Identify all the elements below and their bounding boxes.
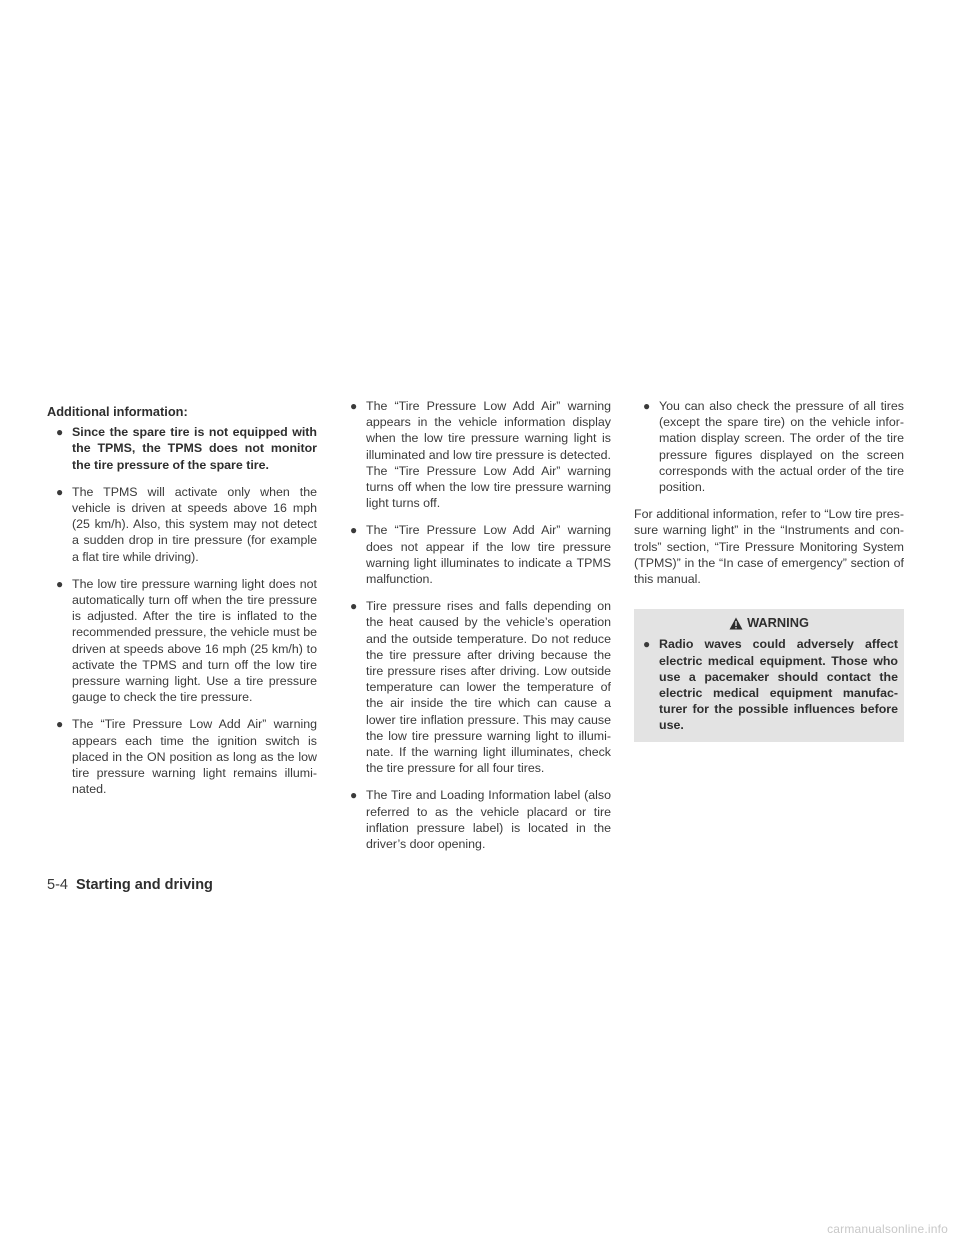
page-number: 5-4 [47, 877, 68, 893]
warning-title-text: WARNING [747, 615, 809, 631]
additional-info-heading: Additional information: [47, 404, 188, 419]
list-item: ● The “Tire Pressure Low Add Air” warning appears in the vehicle information display when the low tire pressure warning light is illuminated and low tire pressure is detected. The “Tire Pressure Low Add Air” warning turns off when the low tire pressure warning light turns off. [341, 398, 611, 511]
column-left [47, 398, 317, 808]
page-footer [47, 877, 213, 893]
list-item: ● The TPMS will activate only when the vehicle is driven at speeds above 16 mph (25 km/h). Also, this system may not detect a sudden drop in tire pressure (for example a flat tire while driving). [47, 484, 317, 565]
bullet-list-left [47, 424, 317, 797]
warning-item: ● Radio waves could adversely affect electric medical equipment. Those who use a pacemaker should contact the electric medical equipment manufac- turer for the possible influences before use. [634, 636, 904, 733]
bullet-list-right [634, 398, 904, 495]
watermark-text: carmanualsonline.info [827, 1222, 948, 1236]
list-item: ● The “Tire Pressure Low Add Air” warning does not appear if the low tire pressure warning light illuminates to indicate a TPMS malfunction. [341, 522, 611, 587]
column-right [634, 398, 904, 742]
column-middle [341, 398, 611, 863]
warning-box [634, 609, 904, 741]
warning-title [634, 609, 904, 636]
list-item: ● The Tire and Loading Information label (also referred to as the vehicle placard or tire inflation pressure label) is located in the driver’s door opening. [341, 787, 611, 852]
list-item: ● You can also check the pressure of all tires (except the spare tire) on the vehicle infor- mation display screen. The order of the tire pressure figures displayed on the screen corresponds with the actual order of the tire position. [634, 398, 904, 495]
list-item: ● The low tire pressure warning light does not automatically turn off when the tire pressure is adjusted. After the tire is inflated to the recommended pressure, the vehicle must be driven at speeds above 16 mph (25 km/h) to activate the TPMS and turn off the low tire pressure warning light. Use a tire pressure gauge to check the tire pressure. [47, 576, 317, 706]
section-title: Starting and driving [75, 877, 213, 893]
reference-paragraph: For additional information, refer to “Low tire pres- sure warning light” in the “Instruments and con- trols” section, “Tire Pressure Monitoring System (TPMS)” in the “In case of emergency” section of this manual. [634, 507, 904, 587]
list-item: ● Tire pressure rises and falls depending on the heat caused by the vehicle’s operation and the outside temperature. Do not reduce the tire pressure after driving because the tire pressure rises after driving. Low outside temperature can lower the temperature of the air inside the tire which can cause a lower tire inflation pressure. This may cause the low tire pressure warning light to illumi- nate. If the warning light illuminates, check the tire pressure for all four tires. [341, 598, 611, 776]
list-item: ● The “Tire Pressure Low Add Air” warning appears each time the ignition switch is placed in the ON position as long as the low tire pressure warning light remains illumi- nated. [47, 716, 317, 797]
warning-triangle-icon [729, 617, 743, 630]
list-item: ● Since the spare tire is not equipped with the TPMS, the TPMS does not monitor the tire pressure of the spare tire. [47, 424, 317, 473]
bullet-list-middle [341, 398, 611, 852]
warning-list [634, 636, 904, 733]
